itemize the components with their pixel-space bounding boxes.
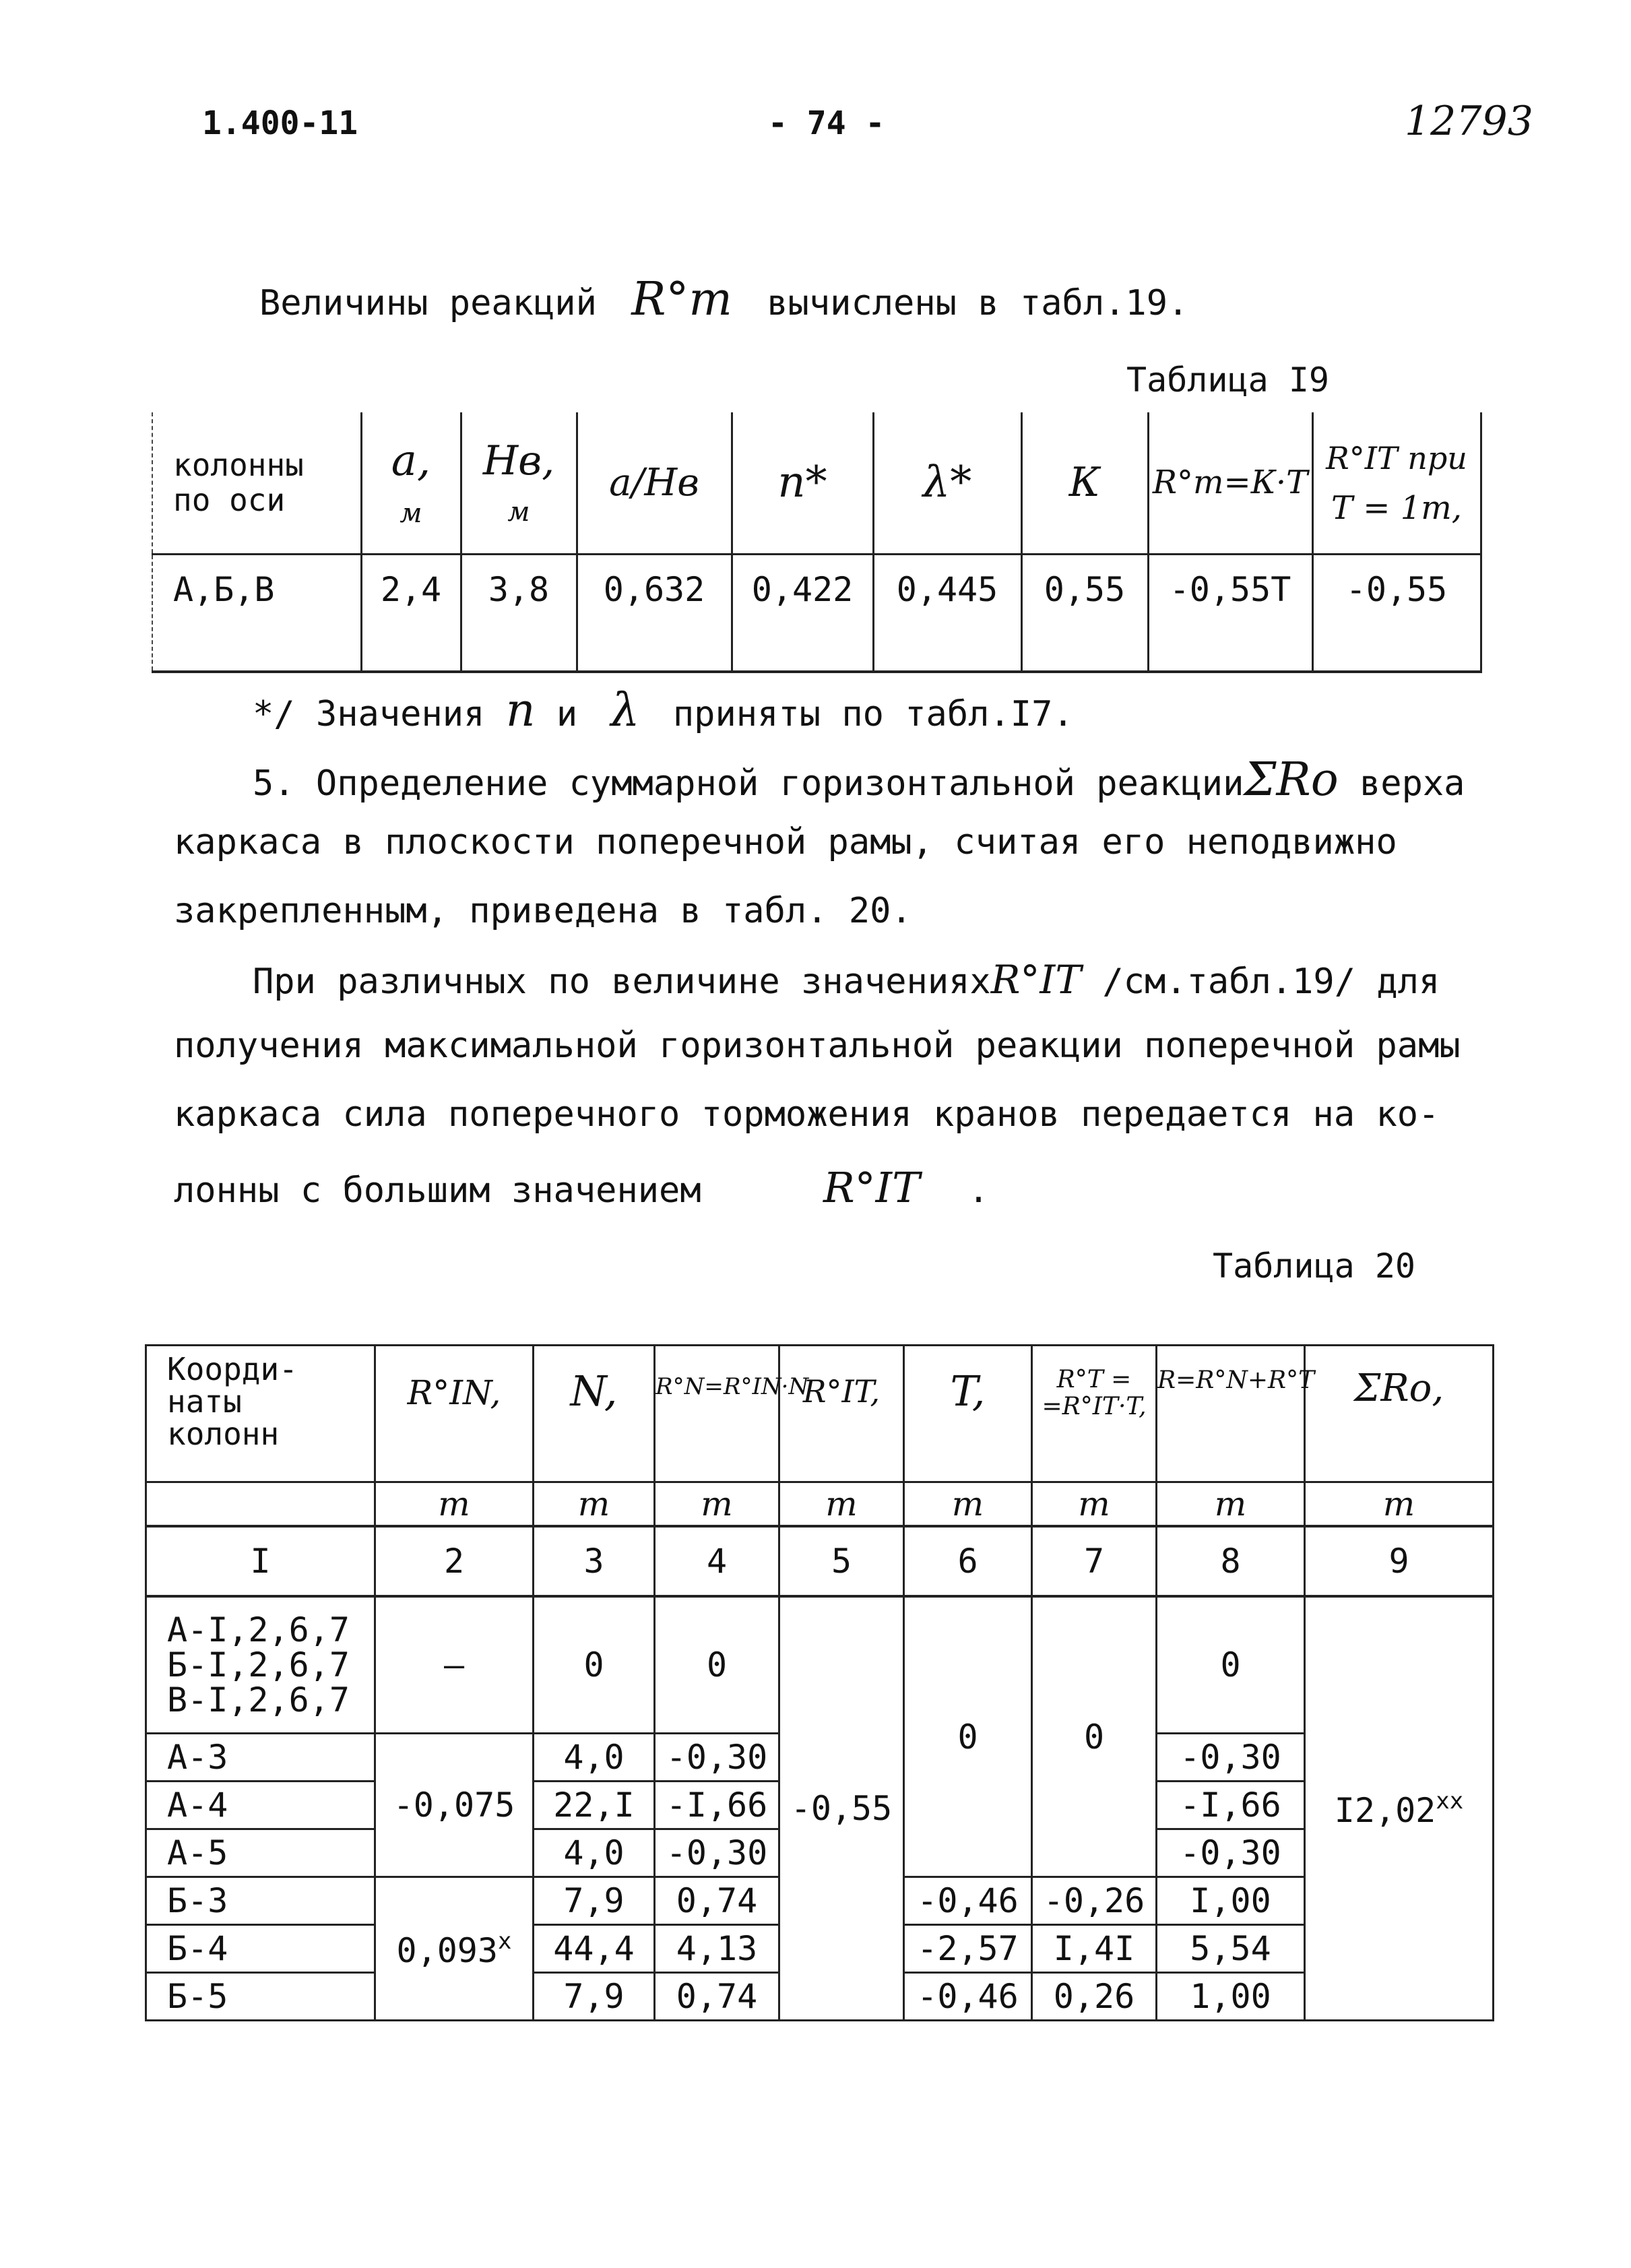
table20-unit-cell: т	[655, 1482, 779, 1527]
table20-cell: -I,66	[655, 1782, 779, 1829]
table19-header-cell: a/Hв	[577, 412, 732, 554]
table20-coord-cell: А-4	[146, 1782, 375, 1829]
table20-row-group	[146, 1596, 1494, 1734]
intro-text-after: вычислены в табл.19.	[767, 283, 1189, 323]
table20-header-cell: R°N=R°IN·N	[655, 1346, 779, 1482]
table20-cell: 7,9	[534, 1877, 655, 1925]
table20-cell: 0	[1157, 1596, 1305, 1734]
table20-coord-cell: Б-4	[146, 1925, 375, 1973]
table20-header-row	[146, 1346, 1494, 1482]
table20-cell: 4,0	[534, 1734, 655, 1782]
table20-col-number: 9	[1305, 1526, 1494, 1596]
intro-symbol: R°т	[631, 273, 732, 326]
table20-unit-cell: т	[1305, 1482, 1494, 1527]
table20-col-number: 5	[779, 1526, 904, 1596]
table20-unit-cell: т	[1032, 1482, 1157, 1527]
table20-unit-cell: т	[375, 1482, 534, 1527]
table20-cell: -0,30	[1157, 1734, 1305, 1782]
table20-cell: –	[375, 1596, 534, 1734]
footnote-text-before: Значения	[315, 694, 485, 734]
table20-cell: 44,4	[534, 1925, 655, 1973]
table20-cell: 22,I	[534, 1782, 655, 1829]
table20-cell-sum	[1305, 1596, 1494, 2021]
paragraph1-line2: каркаса в плоскости поперечной рамы, считая его неподвижно	[174, 822, 1397, 862]
table20-header-cell: Коорди- наты колонн	[146, 1346, 375, 1482]
table19-cell: 0,632	[577, 554, 732, 672]
table20-cell-rit: -0,55	[779, 1596, 904, 2021]
table20-cell: 1,00	[1157, 1973, 1305, 2021]
table20-cell: -0,30	[655, 1829, 779, 1877]
table20-cell: -0,46	[904, 1877, 1032, 1925]
table20-cell: -0,26	[1032, 1877, 1157, 1925]
table20-col-number: 6	[904, 1526, 1032, 1596]
table20-unit-cell	[146, 1482, 375, 1527]
table20-cell: -2,57	[904, 1925, 1032, 1973]
table-20	[145, 1344, 1494, 2021]
table19-cell: 0,422	[732, 554, 873, 672]
paragraph1-text-end: верха	[1359, 763, 1465, 804]
table20-col-number: 3	[534, 1526, 655, 1596]
table20-header-cell: R°T = =R°IT·T,	[1032, 1346, 1157, 1482]
table20-sum-sup: xx	[1436, 1787, 1464, 1815]
paragraph2-line1	[253, 957, 1440, 1003]
table20-unit-cell: т	[904, 1482, 1032, 1527]
table20-unit-cell: т	[1157, 1482, 1305, 1527]
table20-coord-cell: Б-5	[146, 1973, 375, 2021]
table20-cell-t-zero: 0	[904, 1596, 1032, 1877]
table19-cell: 0,55	[1021, 554, 1148, 672]
paragraph2-line4	[174, 1163, 989, 1212]
table20-col-number: 4	[655, 1526, 779, 1596]
footnote	[253, 684, 1074, 737]
paragraph1-text: 5. Определение суммарной горизонтальной реакции	[253, 763, 1244, 804]
handwritten-sheet-number: 12793	[1405, 98, 1533, 145]
table20-unit-cell: т	[779, 1482, 904, 1527]
table20-coord-cell: А-3	[146, 1734, 375, 1782]
table20-header-cell: R°IT,	[779, 1346, 904, 1482]
paragraph2-symbol: R°IT	[823, 1163, 920, 1212]
table20-col-number: 7	[1032, 1526, 1157, 1596]
table20-cell: 7,9	[534, 1973, 655, 2021]
table19-header-row	[152, 412, 1481, 554]
table20-unit-cell: т	[534, 1482, 655, 1527]
table20-cell: I,00	[1157, 1877, 1305, 1925]
table20-units-row	[146, 1482, 1494, 1527]
table20-cell-rin-b	[375, 1877, 534, 2021]
table20-sum-value: I2,02	[1334, 1790, 1436, 1830]
table20-col-number: I	[146, 1526, 375, 1596]
table20-coord-cell: А-I,2,6,7 Б-I,2,6,7 В-I,2,6,7	[146, 1596, 375, 1734]
table20-cell: 4,13	[655, 1925, 779, 1973]
table19-header-cell: колонны по оси	[152, 412, 361, 554]
table20-column-numbers-row	[146, 1526, 1494, 1596]
table20-cell: 0	[655, 1596, 779, 1734]
table19-cell: -0,55	[1312, 554, 1481, 672]
page-number: - 74 -	[768, 104, 885, 142]
table20-cell: I,4I	[1032, 1925, 1157, 1973]
table20-cell-rin-a: -0,075	[375, 1734, 534, 1877]
table19-cell: 0,445	[873, 554, 1021, 672]
table-19	[152, 412, 1482, 673]
table19-data-row	[152, 554, 1481, 672]
table20-cell: -0,46	[904, 1973, 1032, 2021]
table20-header-cell: R=R°N+R°T	[1157, 1346, 1305, 1482]
table20-cell: 5,54	[1157, 1925, 1305, 1973]
paragraph2-line2: получения максимальной горизонтальной реакции поперечной рамы	[174, 1026, 1461, 1066]
table20-rin-b-sup: x	[498, 1927, 512, 1955]
table19-header-cell: Hв, м	[461, 412, 577, 554]
footnote-symbol-lambda: λ	[610, 684, 640, 737]
table20-cell: 0	[534, 1596, 655, 1734]
table19-header-cell: К	[1021, 412, 1148, 554]
table20-cell: -0,30	[655, 1734, 779, 1782]
table20-coord-cell: А-5	[146, 1829, 375, 1877]
intro-text-before: Величины реакций	[259, 283, 597, 323]
table20-header-cell: ΣRo,	[1305, 1346, 1494, 1482]
table20-cell: 4,0	[534, 1829, 655, 1877]
table19-header-cell: a, м	[361, 412, 461, 554]
table19-header-cell: R°IT при T = 1т,	[1312, 412, 1481, 554]
paragraph2-symbol: R°IT	[990, 957, 1082, 1003]
paragraph2-line3: каркаса сила поперечного торможения кранов передается на ко-	[174, 1094, 1440, 1135]
table20-col-number: 2	[375, 1526, 534, 1596]
table20-cell: 0,74	[655, 1877, 779, 1925]
table20-coord-cell: Б-3	[146, 1877, 375, 1925]
paragraph1-line3: закрепленным, приведена в табл. 20.	[174, 891, 912, 931]
table20-cell-rt-zero: 0	[1032, 1596, 1157, 1877]
intro-line	[259, 273, 1188, 326]
table20-cell: 0,74	[655, 1973, 779, 2021]
table20-cell: -I,66	[1157, 1782, 1305, 1829]
footnote-text-after: приняты по табл.I7.	[672, 694, 1074, 734]
table20-cell: 0,26	[1032, 1973, 1157, 2021]
table20-caption: Таблица 20	[1213, 1247, 1416, 1286]
table19-cell: 2,4	[361, 554, 461, 672]
footnote-mark: */	[253, 694, 295, 734]
table19-header-cell: n*	[732, 412, 873, 554]
table20-header-cell: R°IN,	[375, 1346, 534, 1482]
footnote-text-mid: и	[556, 694, 578, 734]
table19-caption: Таблица I9	[1126, 360, 1330, 400]
table19-header-cell: λ*	[873, 412, 1021, 554]
paragraph2-text: При различных по величине значениях	[253, 962, 991, 1002]
document-code: 1.400-11	[202, 104, 358, 142]
table20-col-number: 8	[1157, 1526, 1305, 1596]
paragraph2-text-end: /см.табл.19/ для	[1102, 962, 1440, 1002]
paragraph1-line1	[253, 753, 1465, 807]
table19-cell: -0,55Т	[1148, 554, 1312, 672]
table20-header-cell: T,	[904, 1346, 1032, 1482]
table20-header-cell: N,	[534, 1346, 655, 1482]
table19-cell: 3,8	[461, 554, 577, 672]
paragraph1-symbol: ΣRo	[1244, 753, 1339, 807]
footnote-symbol-n: n	[505, 684, 536, 737]
table19-header-cell: R°т=К·T	[1148, 412, 1312, 554]
table20-rin-b-value: 0,093	[396, 1930, 499, 1970]
paragraph2-text-end: .	[967, 1170, 990, 1211]
table19-cell: А,Б,В	[152, 554, 361, 672]
table20-cell: -0,30	[1157, 1829, 1305, 1877]
paragraph2-text: лонны с большим значением	[174, 1170, 701, 1211]
